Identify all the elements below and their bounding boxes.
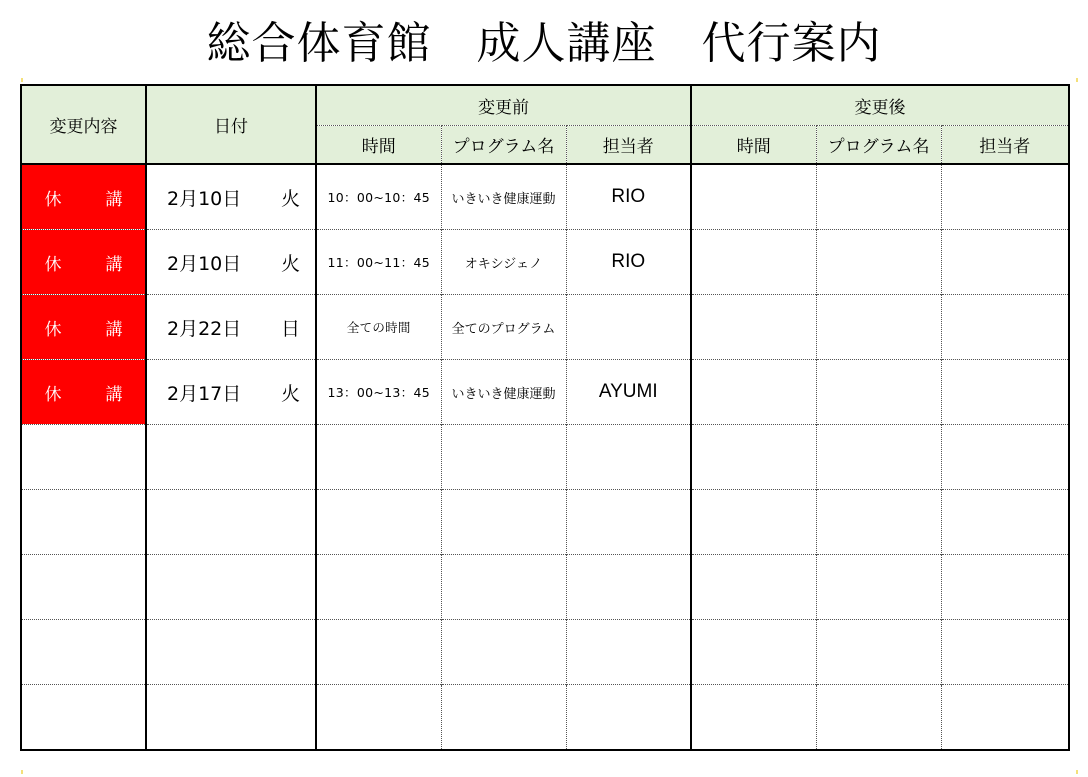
status-char-2: 講 — [105, 254, 123, 275]
status-empty-cell — [21, 425, 146, 490]
before-staff-cell — [566, 490, 691, 555]
after-time-cell — [691, 425, 816, 490]
corner-mark-top-right — [1076, 78, 1078, 82]
header-before: 変更前 — [316, 85, 691, 126]
table-row — [21, 295, 1069, 360]
after-program-cell — [816, 425, 941, 490]
table-row — [21, 164, 1069, 230]
weekday-text: 火 — [281, 252, 301, 275]
before-staff-cell — [566, 425, 691, 490]
header-before-program: プログラム名 — [441, 126, 566, 165]
before-time-cell: 全ての時間 — [316, 295, 441, 360]
before-staff-cell — [566, 620, 691, 685]
date-text: 2月22日 — [167, 317, 242, 340]
after-program-cell — [816, 490, 941, 555]
date-cell — [146, 230, 316, 295]
before-program-cell: オキシジェノ — [441, 230, 566, 295]
after-program-cell — [816, 164, 941, 230]
header-after-program: プログラム名 — [816, 126, 941, 165]
empty-row — [21, 685, 1069, 751]
schedule-body — [21, 164, 1069, 750]
before-program-cell — [441, 685, 566, 751]
after-program-cell — [816, 230, 941, 295]
status-char-2: 講 — [105, 384, 123, 405]
after-time-cell — [691, 360, 816, 425]
date-cell — [146, 360, 316, 425]
before-time-cell: 13：00~13：45 — [316, 360, 441, 425]
after-program-cell — [816, 685, 941, 751]
after-staff-cell — [941, 555, 1069, 620]
before-program-cell — [441, 555, 566, 620]
status-empty-cell — [21, 620, 146, 685]
before-time-cell — [316, 685, 441, 751]
after-staff-cell — [941, 295, 1069, 360]
empty-row — [21, 555, 1069, 620]
after-time-cell — [691, 555, 816, 620]
header-before-staff: 担当者 — [566, 126, 691, 165]
page-title: 総合体育館 成人講座 代行案内 — [206, 18, 882, 69]
after-time-cell — [691, 620, 816, 685]
after-staff-cell — [941, 230, 1069, 295]
after-staff-cell — [941, 620, 1069, 685]
before-staff-cell: AYUMI — [566, 360, 691, 425]
after-staff-cell — [941, 360, 1069, 425]
status-char-1: 休 — [44, 254, 62, 275]
before-time-cell — [316, 490, 441, 555]
corner-mark-bottom-left — [21, 770, 23, 774]
header-before-time: 時間 — [316, 126, 441, 165]
date-cell — [146, 490, 316, 555]
after-staff-cell — [941, 425, 1069, 490]
header-after-time: 時間 — [691, 126, 816, 165]
after-time-cell — [691, 295, 816, 360]
before-staff-cell: RIO — [566, 230, 691, 295]
after-program-cell — [816, 360, 941, 425]
header-after: 変更後 — [691, 85, 1069, 126]
status-cancel-cell — [21, 360, 146, 425]
status-empty-cell — [21, 490, 146, 555]
date-cell — [146, 555, 316, 620]
empty-row — [21, 490, 1069, 555]
empty-row — [21, 620, 1069, 685]
status-empty-cell — [21, 555, 146, 620]
status-cancel-cell — [21, 164, 146, 230]
schedule-table — [20, 84, 1070, 751]
status-char-2: 講 — [105, 189, 123, 210]
before-staff-cell — [566, 685, 691, 751]
header-change-content: 変更内容 — [21, 85, 146, 164]
before-staff-cell — [566, 555, 691, 620]
after-staff-cell — [941, 685, 1069, 751]
after-time-cell — [691, 490, 816, 555]
before-time-cell — [316, 425, 441, 490]
before-program-cell — [441, 425, 566, 490]
status-char-1: 休 — [44, 189, 62, 210]
before-time-cell — [316, 620, 441, 685]
table-row — [21, 230, 1069, 295]
before-time-cell: 10：00~10：45 — [316, 164, 441, 230]
date-cell — [146, 164, 316, 230]
header-date: 日付 — [146, 85, 316, 164]
status-cancel-cell — [21, 230, 146, 295]
status-char-2: 講 — [105, 319, 123, 340]
corner-mark-top-left — [21, 78, 23, 82]
before-program-cell — [441, 490, 566, 555]
after-staff-cell — [941, 490, 1069, 555]
after-time-cell — [691, 230, 816, 295]
corner-mark-bottom-right — [1076, 770, 1078, 774]
status-char-1: 休 — [44, 319, 62, 340]
status-empty-cell — [21, 685, 146, 751]
after-time-cell — [691, 685, 816, 751]
weekday-text: 日 — [281, 317, 301, 340]
after-staff-cell — [941, 164, 1069, 230]
date-cell — [146, 425, 316, 490]
before-program-cell: いきいき健康運動 — [441, 164, 566, 230]
before-program-cell: 全てのプログラム — [441, 295, 566, 360]
before-staff-cell: RIO — [566, 164, 691, 230]
status-char-1: 休 — [44, 384, 62, 405]
after-program-cell — [816, 555, 941, 620]
date-cell — [146, 685, 316, 751]
date-text: 2月10日 — [167, 187, 242, 210]
table-row — [21, 360, 1069, 425]
date-text: 2月10日 — [167, 252, 242, 275]
before-time-cell: 11：00~11：45 — [316, 230, 441, 295]
before-program-cell: いきいき健康運動 — [441, 360, 566, 425]
status-cancel-cell — [21, 295, 146, 360]
weekday-text: 火 — [281, 382, 301, 405]
header-after-staff: 担当者 — [941, 126, 1069, 165]
weekday-text: 火 — [281, 187, 301, 210]
date-text: 2月17日 — [167, 382, 242, 405]
after-program-cell — [816, 620, 941, 685]
date-cell — [146, 620, 316, 685]
date-cell — [146, 295, 316, 360]
after-time-cell — [691, 164, 816, 230]
before-time-cell — [316, 555, 441, 620]
after-program-cell — [816, 295, 941, 360]
before-staff-cell — [566, 295, 691, 360]
empty-row — [21, 425, 1069, 490]
before-program-cell — [441, 620, 566, 685]
